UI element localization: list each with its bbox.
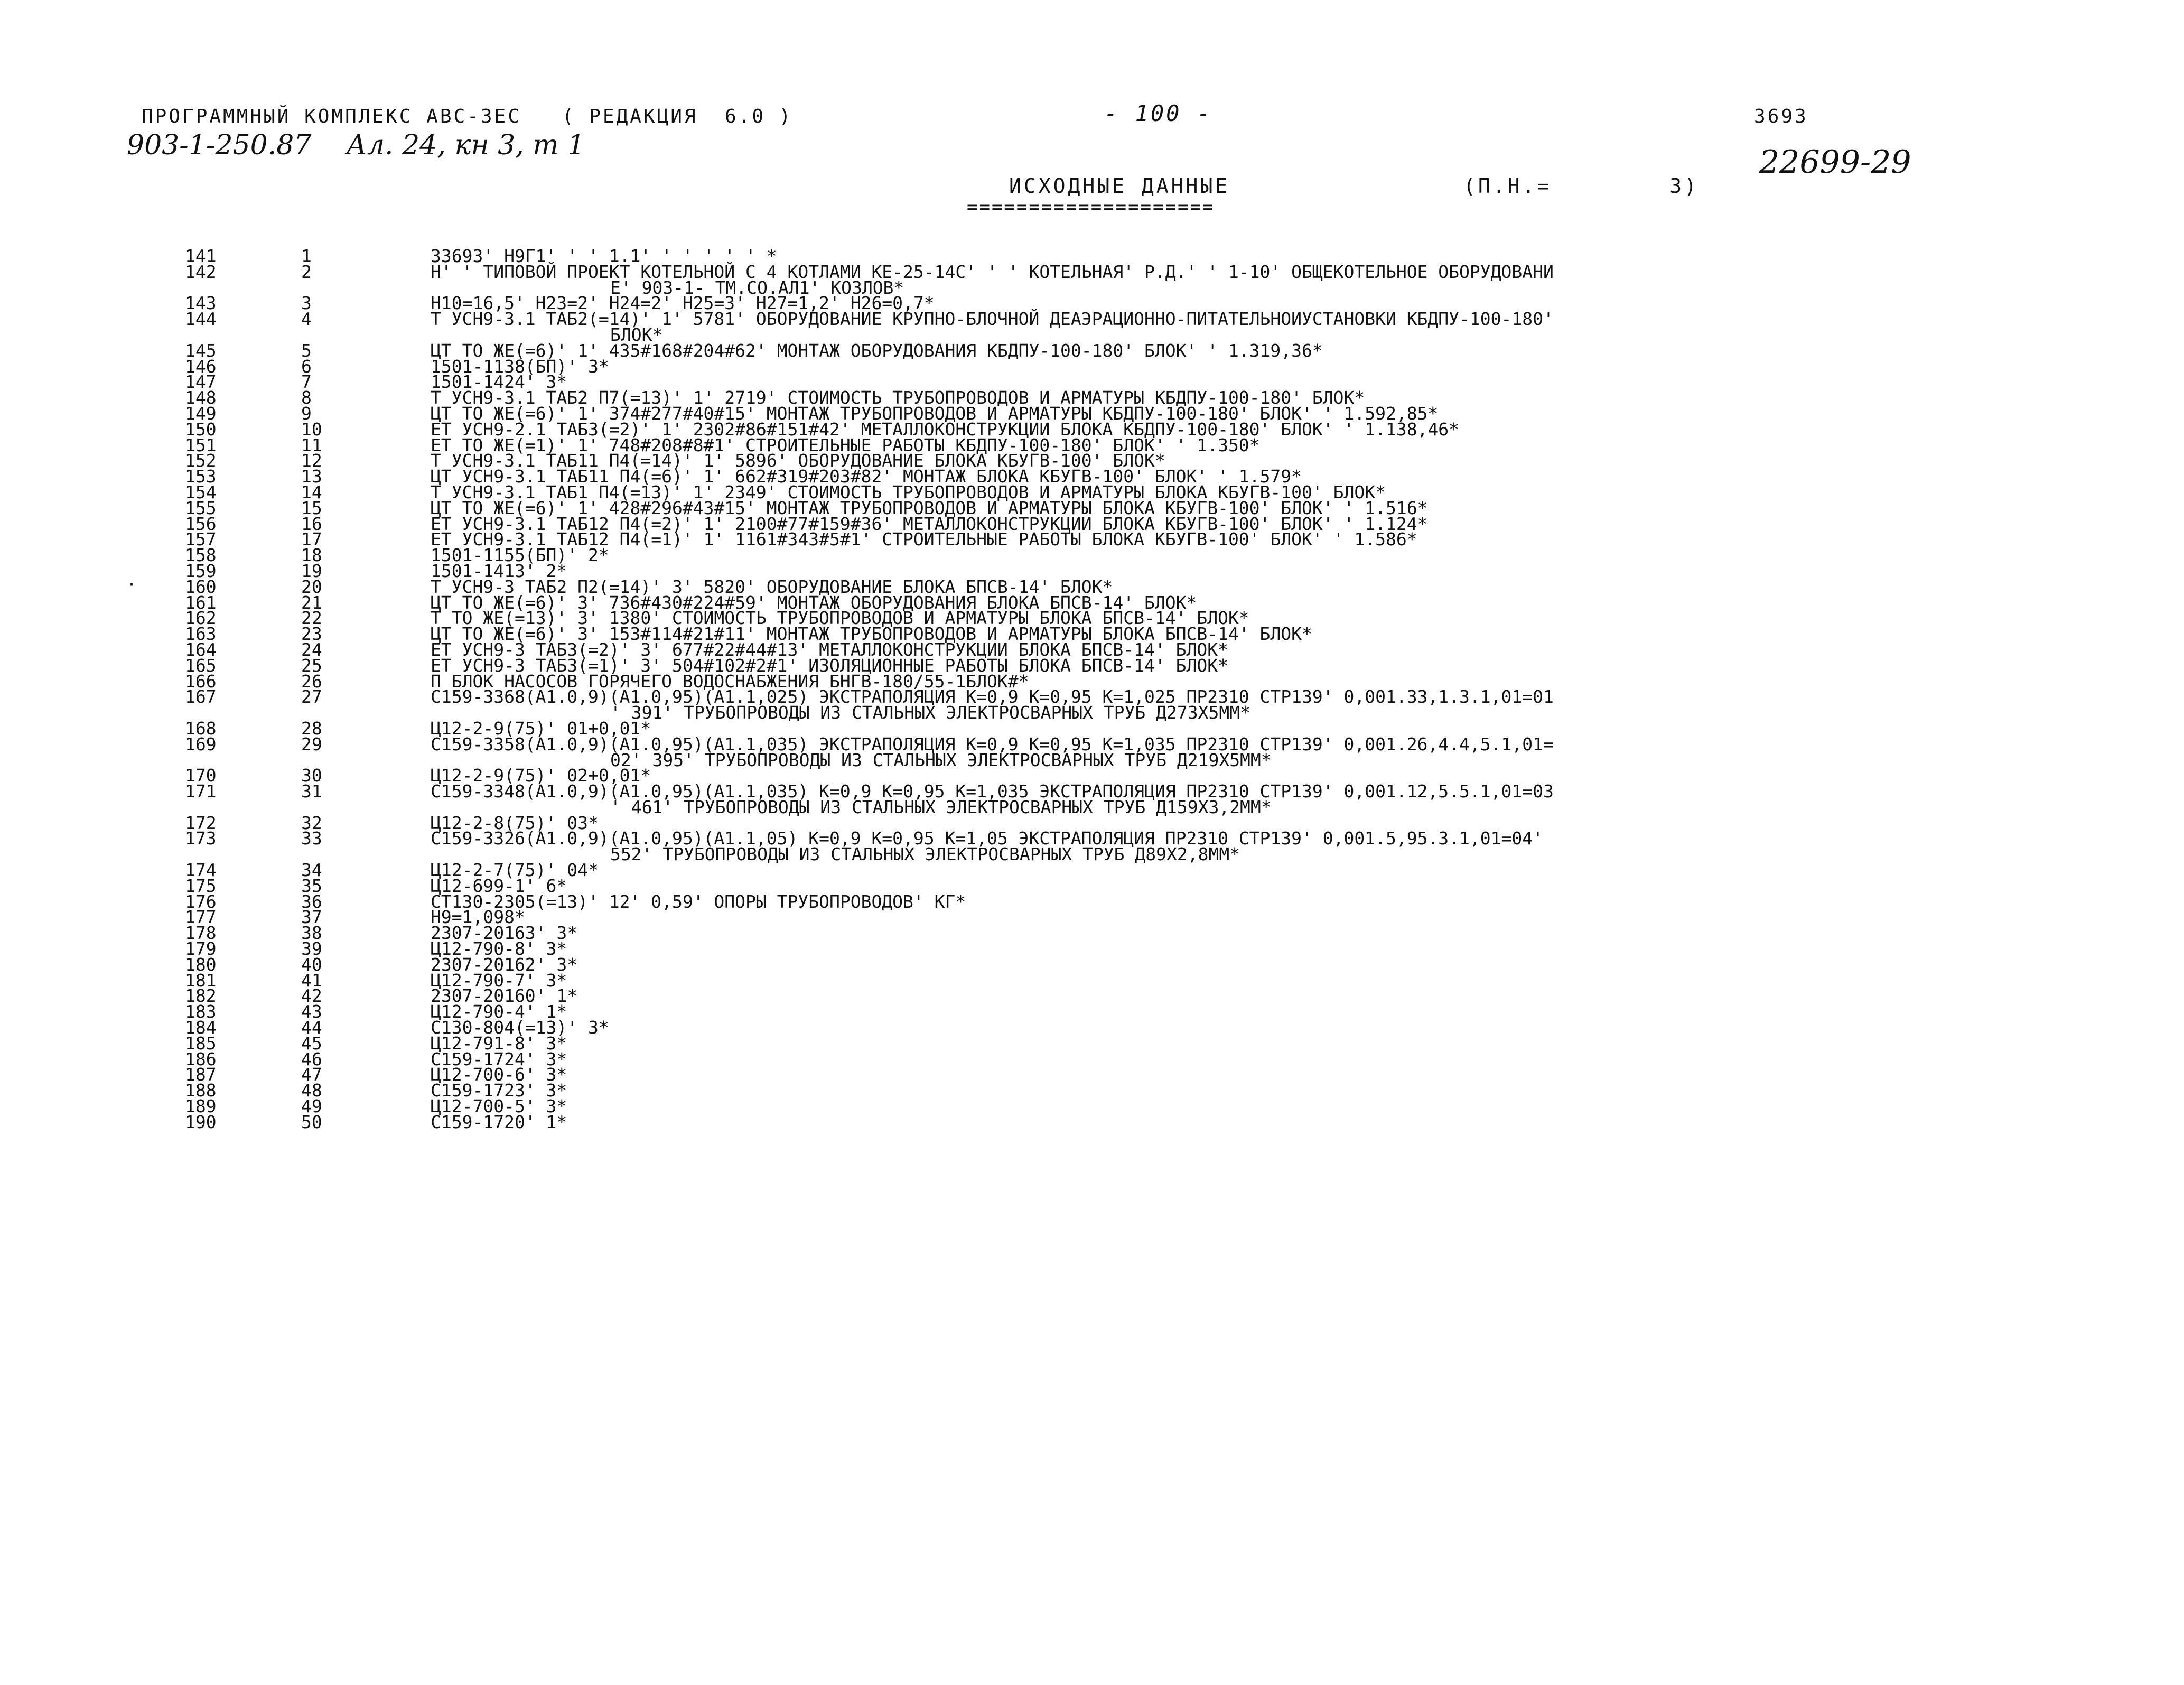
statement-text: 2307-20163' 3* xyxy=(431,923,578,944)
statement-text: ЕТ УСН9-3 ТАБ3(=1)' 3' 504#102#2#1' ИЗОЛЯЦИОННЫЕ РАБОТЫ БЛОКА БПСВ-14' БЛОК* xyxy=(431,655,1228,676)
statement-number: 27 xyxy=(301,686,322,707)
line-number: 186 xyxy=(185,1048,217,1069)
statement-number: 38 xyxy=(301,923,322,944)
listing-row xyxy=(0,545,2184,566)
statement-text: Ц12-2-8(75)' 03* xyxy=(431,812,599,833)
statement-text: С159-1724' 3* xyxy=(431,1048,567,1069)
statement-text: Ц12-2-7(75)' 04* xyxy=(431,860,599,881)
statement-number: 29 xyxy=(301,733,322,755)
listing-row xyxy=(0,356,2184,377)
line-number: 184 xyxy=(185,1017,217,1038)
line-number: 146 xyxy=(185,356,217,377)
line-number: 155 xyxy=(185,497,217,518)
statement-number: 34 xyxy=(301,860,322,881)
listing-row xyxy=(0,1096,2184,1117)
line-number: 161 xyxy=(185,592,217,613)
listing-row xyxy=(0,1064,2184,1085)
page-number: - 100 - xyxy=(1104,100,1213,126)
line-number: 189 xyxy=(185,1096,217,1117)
statement-number: 30 xyxy=(301,765,322,786)
statement-number: 8 xyxy=(301,387,312,408)
statement-continuation: Е' 903-1- ТМ.СО.АЛ1' КОЗЛОВ* xyxy=(610,277,904,298)
statement-text: 33693' Н9Г1' ' ' 1.1' ' ' ' ' ' * xyxy=(431,246,777,266)
statement-number: 22 xyxy=(301,608,322,629)
document-number: 3693 xyxy=(1754,106,1808,127)
statement-text: Ц12-700-6' 3* xyxy=(431,1064,567,1085)
line-number: 190 xyxy=(185,1111,217,1132)
statement-text: ЕТ УСН9-2.1 ТАБ3(=2)' 1' 2302#86#151#42' МЕТАЛЛОКОНСТРУКЦИИ БЛОКА КБДПУ-100-180' БЛОК' ' 1.138,46* xyxy=(431,418,1460,440)
statement-text: С159-1720' 1* xyxy=(431,1111,567,1132)
statement-number: 12 xyxy=(301,450,322,471)
statement-text: ЕТ УСН9-3.1 ТАБ12 П4(=2)' 1' 2100#77#159#36' МЕТАЛЛОКОНСТРУКЦИИ БЛОКА КБУГВ-100' БЛОК' ' 1.124* xyxy=(431,513,1428,534)
listing-row xyxy=(0,985,2184,1007)
line-number: 158 xyxy=(185,545,217,566)
line-number: 167 xyxy=(185,686,217,707)
listing-row xyxy=(0,340,2184,361)
statement-number: 25 xyxy=(301,655,322,676)
statement-number: 42 xyxy=(301,985,322,1007)
statement-number: 31 xyxy=(301,781,322,802)
listing-row xyxy=(0,655,2184,676)
statement-number: 18 xyxy=(301,545,322,566)
statement-number: 26 xyxy=(301,671,322,692)
line-number: 187 xyxy=(185,1064,217,1085)
statement-text: С159-3358(А1.0,9)(А1.0,95)(А1.1,035) ЭКСТРАПОЛЯЦИЯ К=0,9 К=0,95 К=1,035 ПР2310 СТР139' 0,001.26,4.4,5.1,01= xyxy=(431,733,1554,755)
listing-row xyxy=(0,311,2184,343)
line-number: 150 xyxy=(185,418,217,440)
statement-text: СТ130-2305(=13)' 12' 0,59' ОПОРЫ ТРУБОПРОВОДОВ' КГ* xyxy=(431,891,966,912)
line-number: 173 xyxy=(185,828,217,849)
statement-text: Ц12-790-8' 3* xyxy=(431,938,567,960)
statement-text: Т УСН9-3.1 ТАБ2 П7(=13)' 1' 2719' СТОИМОСТЬ ТРУБОПРОВОДОВ И АРМАТУРЫ КБДПУ-100-180' БЛОК* xyxy=(431,387,1365,408)
line-number: 152 xyxy=(185,450,217,471)
statement-number: 10 xyxy=(301,418,322,440)
statement-text: 1501-1424' 3* xyxy=(431,371,567,393)
listing-row xyxy=(0,1080,2184,1101)
program-header: ПРОГРАММНЫЙ КОМПЛЕКС АВС-3ЕС ( РЕДАКЦИЯ 6.0 ) xyxy=(142,106,793,127)
line-number: 154 xyxy=(185,481,217,502)
listing-row xyxy=(0,733,2184,770)
statement-text: ЦТ УСН9-3.1 ТАБ11 П4(=6)' 1' 662#319#203#82' МОНТАЖ БЛОКА КБУГВ-100' БЛОК' ' 1.579* xyxy=(431,466,1302,487)
statement-text: ЕТ УСН9-3.1 ТАБ12 П4(=1)' 1' 1161#343#5#1' СТРОИТЕЛЬНЫЕ РАБОТЫ БЛОКА КБУГВ-100' БЛОК' ' 1.586* xyxy=(431,529,1417,550)
line-number: 177 xyxy=(185,907,217,928)
statement-text: С159-3368(А1.0,9)(А1.0,95)(А1.1,025) ЭКСТРАПОЛЯЦИЯ К=0,9 К=0,95 К=1,025 ПР2310 СТР139' 0,001.33,1.3.1,01=01 xyxy=(431,686,1554,707)
statement-number: 45 xyxy=(301,1032,322,1054)
statement-text: Ц12-700-5' 3* xyxy=(431,1096,567,1117)
listing-row xyxy=(0,529,2184,550)
listing-row xyxy=(0,781,2184,817)
listing-row xyxy=(0,954,2184,975)
statement-number: 20 xyxy=(301,576,322,597)
line-number: 153 xyxy=(185,466,217,487)
statement-number: 43 xyxy=(301,1001,322,1022)
statement-text: С130-804(=13)' 3* xyxy=(431,1017,609,1038)
statement-number: 16 xyxy=(301,513,322,534)
line-number: 157 xyxy=(185,529,217,550)
statement-text: ЦТ ТО ЖЕ(=6)' 3' 736#430#224#59' МОНТАЖ ОБОРУДОВАНИЯ БЛОКА БПСВ-14' БЛОК* xyxy=(431,592,1197,613)
listing-row xyxy=(0,686,2184,723)
statement-number: 40 xyxy=(301,954,322,975)
line-number: 181 xyxy=(185,970,217,991)
line-number: 145 xyxy=(185,340,217,361)
statement-number: 15 xyxy=(301,497,322,518)
statement-number: 44 xyxy=(301,1017,322,1038)
handwritten-project-number: 22699-29 xyxy=(1759,144,1911,181)
statement-text: Ц12-790-7' 3* xyxy=(431,970,567,991)
line-number: 175 xyxy=(185,875,217,896)
statement-number: 47 xyxy=(301,1064,322,1085)
statement-text: Ц12-791-8' 3* xyxy=(431,1032,567,1054)
statement-number: 13 xyxy=(301,466,322,487)
statement-text: 2307-20162' 3* xyxy=(431,954,578,975)
statement-text: С159-3348(А1.0,9)(А1.0,95)(А1.1,035) К=0,9 К=0,95 К=1,035 ЭКСТРАПОЛЯЦИЯ ПР2310 СТР139' 0,001.12,5.5.1,01=03 xyxy=(431,781,1554,802)
statement-text: Т УСН9-3.1 ТАБ2(=14)' 1' 5781' ОБОРУДОВАНИЕ КРУПНО-БЛОЧНОЙ ДЕАЭРАЦИОННО-ПИТАТЕЛЬНОИУСТАНОВКИ КБДПУ-100-180' xyxy=(431,309,1554,330)
listing-row xyxy=(0,923,2184,944)
line-number: 164 xyxy=(185,639,217,660)
statement-text: ЕТ УСН9-3 ТАБ3(=2)' 3' 677#22#44#13' МЕТАЛЛОКОНСТРУКЦИИ БЛОКА БПСВ-14' БЛОК* xyxy=(431,639,1228,660)
statement-text: ЦТ ТО ЖЕ(=6)' 1' 435#168#204#62' МОНТАЖ ОБОРУДОВАНИЯ КБДПУ-100-180' БЛОК' ' 1.319,36* xyxy=(431,340,1323,361)
listing-row xyxy=(0,1032,2184,1054)
statement-number: 4 xyxy=(301,309,312,330)
listing-row xyxy=(0,907,2184,928)
statement-number: 23 xyxy=(301,623,322,645)
statement-number: 19 xyxy=(301,560,322,581)
line-number: 178 xyxy=(185,923,217,944)
statement-text: Ц12-699-1' 6* xyxy=(431,875,567,896)
statement-number: 39 xyxy=(301,938,322,960)
line-number: 170 xyxy=(185,765,217,786)
statement-text: Т УСН9-3.1 ТАБ11 П4(=14)' 1' 5896' ОБОРУДОВАНИЕ БЛОКА КБУГВ-100' БЛОК* xyxy=(431,450,1165,471)
statement-text: Т УСН9-3.1 ТАБ1 П4(=13)' 1' 2349' СТОИМОСТЬ ТРУБОПРОВОДОВ И АРМАТУРЫ БЛОКА КБУГВ-100' БЛОК* xyxy=(431,481,1386,502)
statement-text: С159-3326(А1.0,9)(А1.0,95)(А1.1,05) К=0,9 К=0,95 К=1,05 ЭКСТРАПОЛЯЦИЯ ПР2310 СТР139' 0,001.5,95.3.1,01=04' xyxy=(431,828,1543,849)
line-number: 179 xyxy=(185,938,217,960)
listing-row xyxy=(0,891,2184,912)
line-number: 163 xyxy=(185,623,217,645)
line-number: 165 xyxy=(185,655,217,676)
statement-number: 14 xyxy=(301,481,322,502)
line-number: 166 xyxy=(185,671,217,692)
statement-number: 36 xyxy=(301,891,322,912)
statement-text: Ц12-790-4' 1* xyxy=(431,1001,567,1022)
listing-row xyxy=(0,1017,2184,1038)
line-number: 174 xyxy=(185,860,217,881)
line-number: 159 xyxy=(185,560,217,581)
line-number: 160 xyxy=(185,576,217,597)
line-number: 149 xyxy=(185,403,217,424)
statement-number: 3 xyxy=(301,293,312,314)
statement-text: 1501-1155(БП)' 2* xyxy=(431,545,609,566)
pn-indicator: (П.Н.= 3) xyxy=(1463,174,1700,198)
statement-number: 37 xyxy=(301,907,322,928)
listing-row xyxy=(0,970,2184,991)
statement-number: 35 xyxy=(301,875,322,896)
statement-number: 2 xyxy=(301,261,312,282)
line-number: 169 xyxy=(185,733,217,755)
statement-text: 1501-1413' 2* xyxy=(431,560,567,581)
statement-number: 33 xyxy=(301,828,322,849)
line-number: 172 xyxy=(185,812,217,833)
line-number: 151 xyxy=(185,434,217,455)
statement-text: Н10=16,5' Н23=2' Н24=2' Н25=3' Н27=1,2' Н26=0,7* xyxy=(431,293,935,314)
statement-number: 49 xyxy=(301,1096,322,1117)
line-number: 147 xyxy=(185,371,217,393)
statement-number: 50 xyxy=(301,1111,322,1132)
statement-number: 1 xyxy=(301,246,312,266)
statement-continuation: БЛОК* xyxy=(610,324,663,345)
listing-row xyxy=(0,828,2184,865)
line-number: 148 xyxy=(185,387,217,408)
listing-row xyxy=(0,1001,2184,1022)
title-underline: ==================== xyxy=(967,197,1215,218)
statement-continuation: 02' 395' ТРУБОПРОВОДЫ ИЗ СТАЛЬНЫХ ЭЛЕКТРОСВАРНЫХ ТРУБ Д219Х5ММ* xyxy=(610,749,1272,770)
statement-text: ЦТ ТО ЖЕ(=6)' 1' 428#296#43#15' МОНТАЖ ТРУБОПРОВОДОВ И АРМАТУРЫ БЛОКА КБУГВ-100' БЛОК' ' 1.516* xyxy=(431,497,1428,518)
statement-number: 48 xyxy=(301,1080,322,1101)
statement-number: 17 xyxy=(301,529,322,550)
line-number: 156 xyxy=(185,513,217,534)
statement-continuation: ' 461' ТРУБОПРОВОДЫ ИЗ СТАЛЬНЫХ ЭЛЕКТРОСВАРНЫХ ТРУБ Д159Х3,2ММ* xyxy=(610,796,1272,817)
statement-number: 7 xyxy=(301,371,312,393)
statement-text: Т ТО ЖЕ(=13)' 3' 1380' СТОИМОСТЬ ТРУБОПРОВОДОВ И АРМАТУРЫ БЛОКА БПСВ-14' БЛОК* xyxy=(431,608,1249,629)
line-number: 171 xyxy=(185,781,217,802)
statement-number: 5 xyxy=(301,340,312,361)
line-number: 188 xyxy=(185,1080,217,1101)
source-listing xyxy=(0,248,2184,1130)
line-number: 182 xyxy=(185,985,217,1007)
statement-number: 9 xyxy=(301,403,312,424)
line-number: 143 xyxy=(185,293,217,314)
statement-text: ЦТ ТО ЖЕ(=6)' 1' 374#277#40#15' МОНТАЖ ТРУБОПРОВОДОВ И АРМАТУРЫ КБДПУ-100-180' БЛОК' ' 1.592,85* xyxy=(431,403,1439,424)
listing-row xyxy=(0,1111,2184,1132)
statement-text: Н9=1,098* xyxy=(431,907,525,928)
statement-text: Ц12-2-9(75)' 01+0,01* xyxy=(431,718,651,739)
statement-text: С159-1723' 3* xyxy=(431,1080,567,1101)
line-number: 162 xyxy=(185,608,217,629)
statement-text: Н' ' ТИПОВОЙ ПРОЕКТ КОТЕЛЬНОЙ С 4 КОТЛАМИ КЕ-25-14С' ' ' КОТЕЛЬНАЯ' Р.Д.' ' 1-10' ОБЩЕКОТЕЛЬНОЕ ОБОРУДОВАНИ xyxy=(431,261,1554,282)
line-number: 141 xyxy=(185,246,217,266)
statement-number: 24 xyxy=(301,639,322,660)
margin-dot-mark: · xyxy=(127,576,137,594)
handwritten-reference: 903-1-250.87 Ал. 24, кн 3, т 1 xyxy=(127,129,585,161)
line-number: 144 xyxy=(185,309,217,330)
line-number: 180 xyxy=(185,954,217,975)
line-number: 176 xyxy=(185,891,217,912)
statement-number: 41 xyxy=(301,970,322,991)
page-title: ИСХОДНЫЕ ДАННЫЕ xyxy=(1009,174,1230,198)
listing-row xyxy=(0,1048,2184,1069)
statement-number: 21 xyxy=(301,592,322,613)
statement-continuation: ' 391' ТРУБОПРОВОДЫ ИЗ СТАЛЬНЫХ ЭЛЕКТРОСВАРНЫХ ТРУБ Д273Х5ММ* xyxy=(610,702,1250,723)
statement-number: 11 xyxy=(301,434,322,455)
line-number: 185 xyxy=(185,1032,217,1054)
statement-text: П БЛОК НАСОСОВ ГОРЯЧЕГО ВОДОСНАБЖЕНИЯ БНГВ-180/55-1БЛОК#* xyxy=(431,671,1029,692)
statement-continuation: 552' ТРУБОПРОВОДЫ ИЗ СТАЛЬНЫХ ЭЛЕКТРОСВАРНЫХ ТРУБ Д89Х2,8ММ* xyxy=(610,844,1240,865)
listing-row xyxy=(0,875,2184,896)
statement-text: 1501-1138(БП)' 3* xyxy=(431,356,609,377)
statement-text: Ц12-2-9(75)' 02+0,01* xyxy=(431,765,651,786)
statement-number: 28 xyxy=(301,718,322,739)
statement-number: 32 xyxy=(301,812,322,833)
statement-number: 46 xyxy=(301,1048,322,1069)
line-number: 142 xyxy=(185,261,217,282)
statement-text: 2307-20160' 1* xyxy=(431,985,578,1007)
line-number: 168 xyxy=(185,718,217,739)
listing-row xyxy=(0,938,2184,960)
line-number: 183 xyxy=(185,1001,217,1022)
statement-text: Т УСН9-3 ТАБ2 П2(=14)' 3' 5820' ОБОРУДОВАНИЕ БЛОКА БПСВ-14' БЛОК* xyxy=(431,576,1113,597)
statement-text: ЦТ ТО ЖЕ(=6)' 3' 153#114#21#11' МОНТАЖ ТРУБОПРОВОДОВ И АРМАТУРЫ БЛОКА БПСВ-14' БЛОК* xyxy=(431,623,1312,645)
listing-row xyxy=(0,860,2184,881)
listing-row xyxy=(0,261,2184,298)
statement-number: 6 xyxy=(301,356,312,377)
statement-text: ЕТ ТО ЖЕ(=1)' 1' 748#208#8#1' СТРОИТЕЛЬНЫЕ РАБОТЫ КБДПУ-100-180' БЛОК' ' 1.350* xyxy=(431,434,1260,455)
